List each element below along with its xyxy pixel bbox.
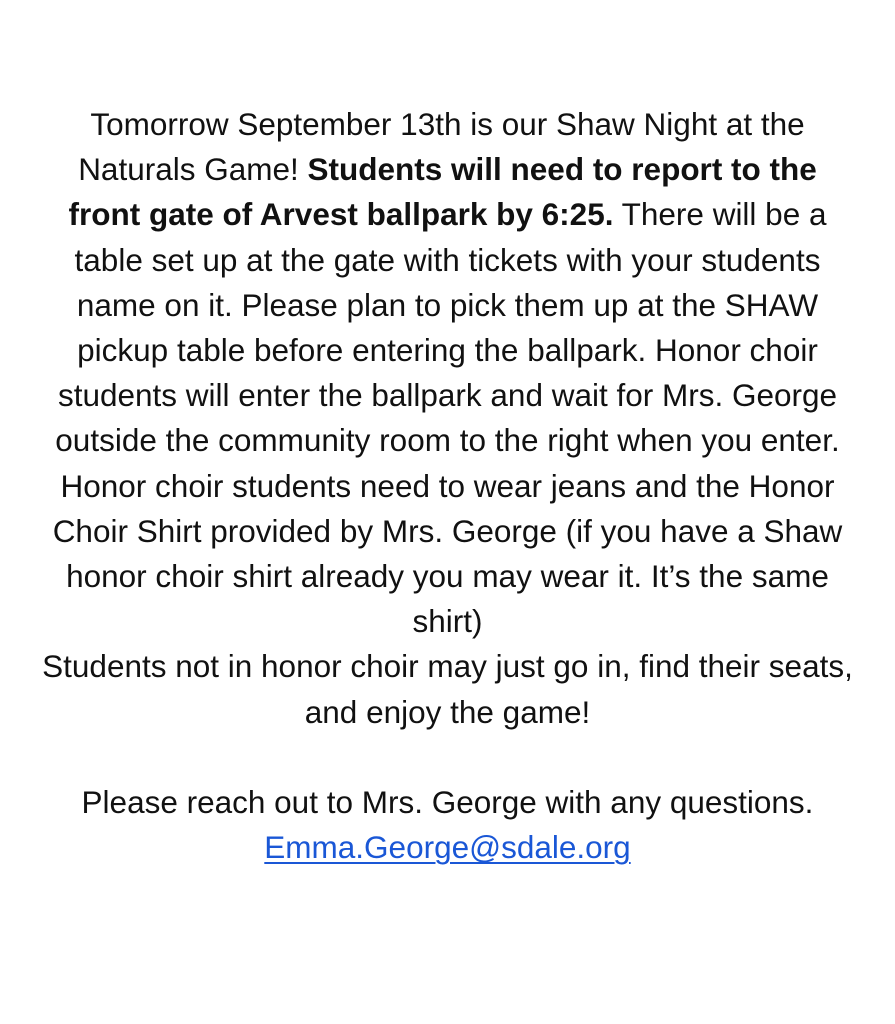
main-paragraph [40,102,855,644]
email-link[interactable]: Emma.George@sdale.org [264,829,631,866]
announcement-text [40,102,855,870]
paragraph-gap [40,735,855,780]
intro-text: Tomorrow September 13th is our Shaw Night at the Naturals Game! [78,106,805,188]
non-choir-paragraph: Students not in honor choir may just go in, find their seats, and enjoy the game! [42,648,853,730]
contact-paragraph [40,780,855,870]
bold-instruction: Students will need to report to the front gate of Arvest ballpark by 6:25. [68,151,817,233]
details-text: There will be a table set up at the gate with tickets with your students name on it. Please plan to pick them up at the SHAW pickup table before entering the ballpark. Honor choir students will enter the ballpark and wait for Mrs. George outside the community room to the right when you enter. Honor choir students need to wear jeans and the Honor Choir Shirt provided by Mrs. George (if you have a Shaw honor choir shirt already you may wear it. It’s the same shirt) [52,196,843,640]
contact-text: Please reach out to Mrs. George with any questions. [81,784,814,821]
